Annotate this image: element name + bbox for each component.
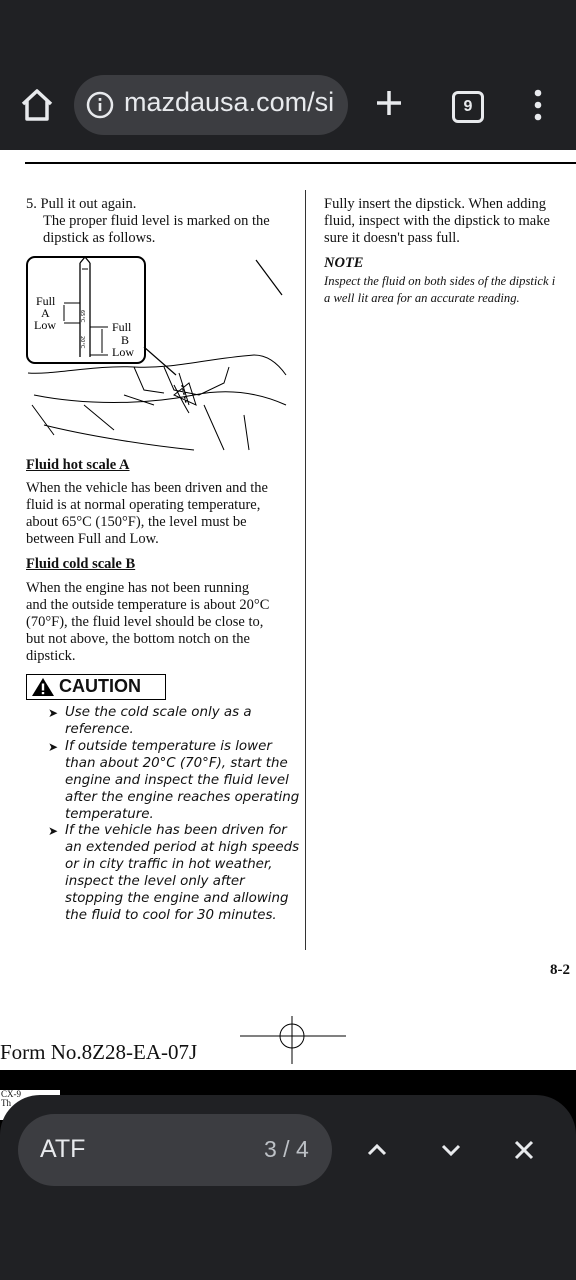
bottom-area bbox=[0, 1205, 576, 1280]
caution-bullet: engine and inspect the fluid level bbox=[65, 773, 289, 788]
find-query[interactable]: ATF bbox=[40, 1135, 86, 1163]
header-rule bbox=[25, 162, 576, 164]
note-heading: NOTE bbox=[324, 255, 364, 271]
hot-scale-text: between Full and Low. bbox=[26, 531, 159, 547]
svg-text:20°C: 20°C bbox=[79, 336, 85, 349]
chevron-down-icon[interactable] bbox=[439, 1138, 463, 1162]
right-text: fluid, inspect with the dipstick to make bbox=[324, 213, 550, 229]
svg-text:65°C: 65°C bbox=[79, 310, 85, 323]
hot-scale-text: fluid is at normal operating temperature, bbox=[26, 497, 261, 513]
browser-toolbar bbox=[0, 0, 576, 150]
cold-scale-text: and the outside temperature is about 20°C bbox=[26, 597, 270, 613]
dipstick-illustration bbox=[24, 255, 288, 455]
caution-bullet: than about 20°C (70°F), start the bbox=[65, 756, 288, 771]
caution-bullet: after the engine reaches operating bbox=[65, 790, 300, 805]
caution-bullet: an extended period at high speeds bbox=[65, 840, 300, 855]
cold-scale-text: but not above, the bottom notch on the bbox=[26, 631, 250, 647]
bullet-arrow: ➤ bbox=[48, 824, 59, 838]
caution-bullet: reference. bbox=[65, 722, 134, 737]
step-text: dipstick as follows. bbox=[43, 230, 156, 246]
hot-scale-text: When the vehicle has been driven and the bbox=[26, 480, 268, 496]
step-text: 5. Pull it out again. bbox=[26, 196, 137, 212]
chevron-up-icon[interactable] bbox=[365, 1138, 389, 1162]
peek-text: CX-9 bbox=[1, 1089, 21, 1099]
caution-label: CAUTION bbox=[59, 676, 141, 696]
caution-bullet: If the vehicle has been driven for bbox=[65, 823, 287, 838]
scale-a-label: A bbox=[41, 306, 50, 320]
column-divider bbox=[305, 190, 306, 950]
url-text: mazdausa.com/si bbox=[124, 87, 335, 117]
right-text: sure it doesn't pass full. bbox=[324, 230, 460, 246]
note-text: a well lit area for an accurate reading. bbox=[324, 291, 520, 305]
caution-bullet: stopping the engine and allowing bbox=[65, 891, 289, 906]
caution-bullet: Use the cold scale only as a bbox=[65, 705, 252, 720]
caution-box bbox=[26, 674, 166, 700]
cold-scale-text: When the engine has not been running bbox=[26, 580, 250, 596]
page-number: 8-2 bbox=[550, 962, 570, 978]
caution-bullet: If outside temperature is lower bbox=[65, 739, 272, 754]
hot-scale-text: about 65°C (150°F), the level must be bbox=[26, 514, 247, 530]
right-text: Fully insert the dipstick. When adding bbox=[324, 196, 547, 212]
more-vert-icon[interactable] bbox=[530, 88, 546, 122]
caution-bullet: or in city traffic in hot weather, bbox=[65, 857, 273, 872]
scale-b-label: B bbox=[121, 333, 130, 347]
find-result-count: 3 / 4 bbox=[264, 1136, 309, 1162]
cold-scale-text: dipstick. bbox=[26, 648, 76, 664]
close-icon[interactable] bbox=[513, 1139, 535, 1161]
caution-bullet: the fluid to cool for 30 minutes. bbox=[65, 908, 277, 923]
note-text: Inspect the fluid on both sides of the dipstick i bbox=[324, 274, 556, 288]
hot-scale-heading: Fluid hot scale A bbox=[26, 457, 130, 473]
step-text: The proper fluid level is marked on the bbox=[43, 213, 270, 229]
low-a-label: Low bbox=[34, 318, 56, 332]
info-icon[interactable] bbox=[86, 91, 114, 119]
pdf-page[interactable] bbox=[0, 150, 576, 1070]
bullet-arrow: ➤ bbox=[48, 740, 59, 754]
full-a-label: Full bbox=[36, 294, 56, 308]
address-bar[interactable] bbox=[74, 75, 348, 135]
caution-bullet: inspect the level only after bbox=[65, 874, 245, 889]
bullet-arrow: ➤ bbox=[48, 706, 59, 720]
plus-icon[interactable] bbox=[372, 86, 406, 120]
full-b-label: Full bbox=[112, 320, 132, 334]
cold-scale-heading: Fluid cold scale B bbox=[26, 556, 136, 572]
warning-triangle-icon bbox=[31, 677, 55, 697]
caution-bullet: temperature. bbox=[65, 807, 154, 822]
tab-switcher-button[interactable]: 9 bbox=[452, 91, 484, 123]
home-icon[interactable] bbox=[18, 86, 56, 124]
cold-scale-text: (70°F), the fluid level should be close to, bbox=[26, 614, 264, 630]
peek-text: Th bbox=[1, 1098, 11, 1108]
registration-mark bbox=[240, 1016, 346, 1064]
low-b-label: Low bbox=[112, 345, 134, 359]
form-number: Form No.8Z28-EA-07J bbox=[0, 1040, 198, 1064]
